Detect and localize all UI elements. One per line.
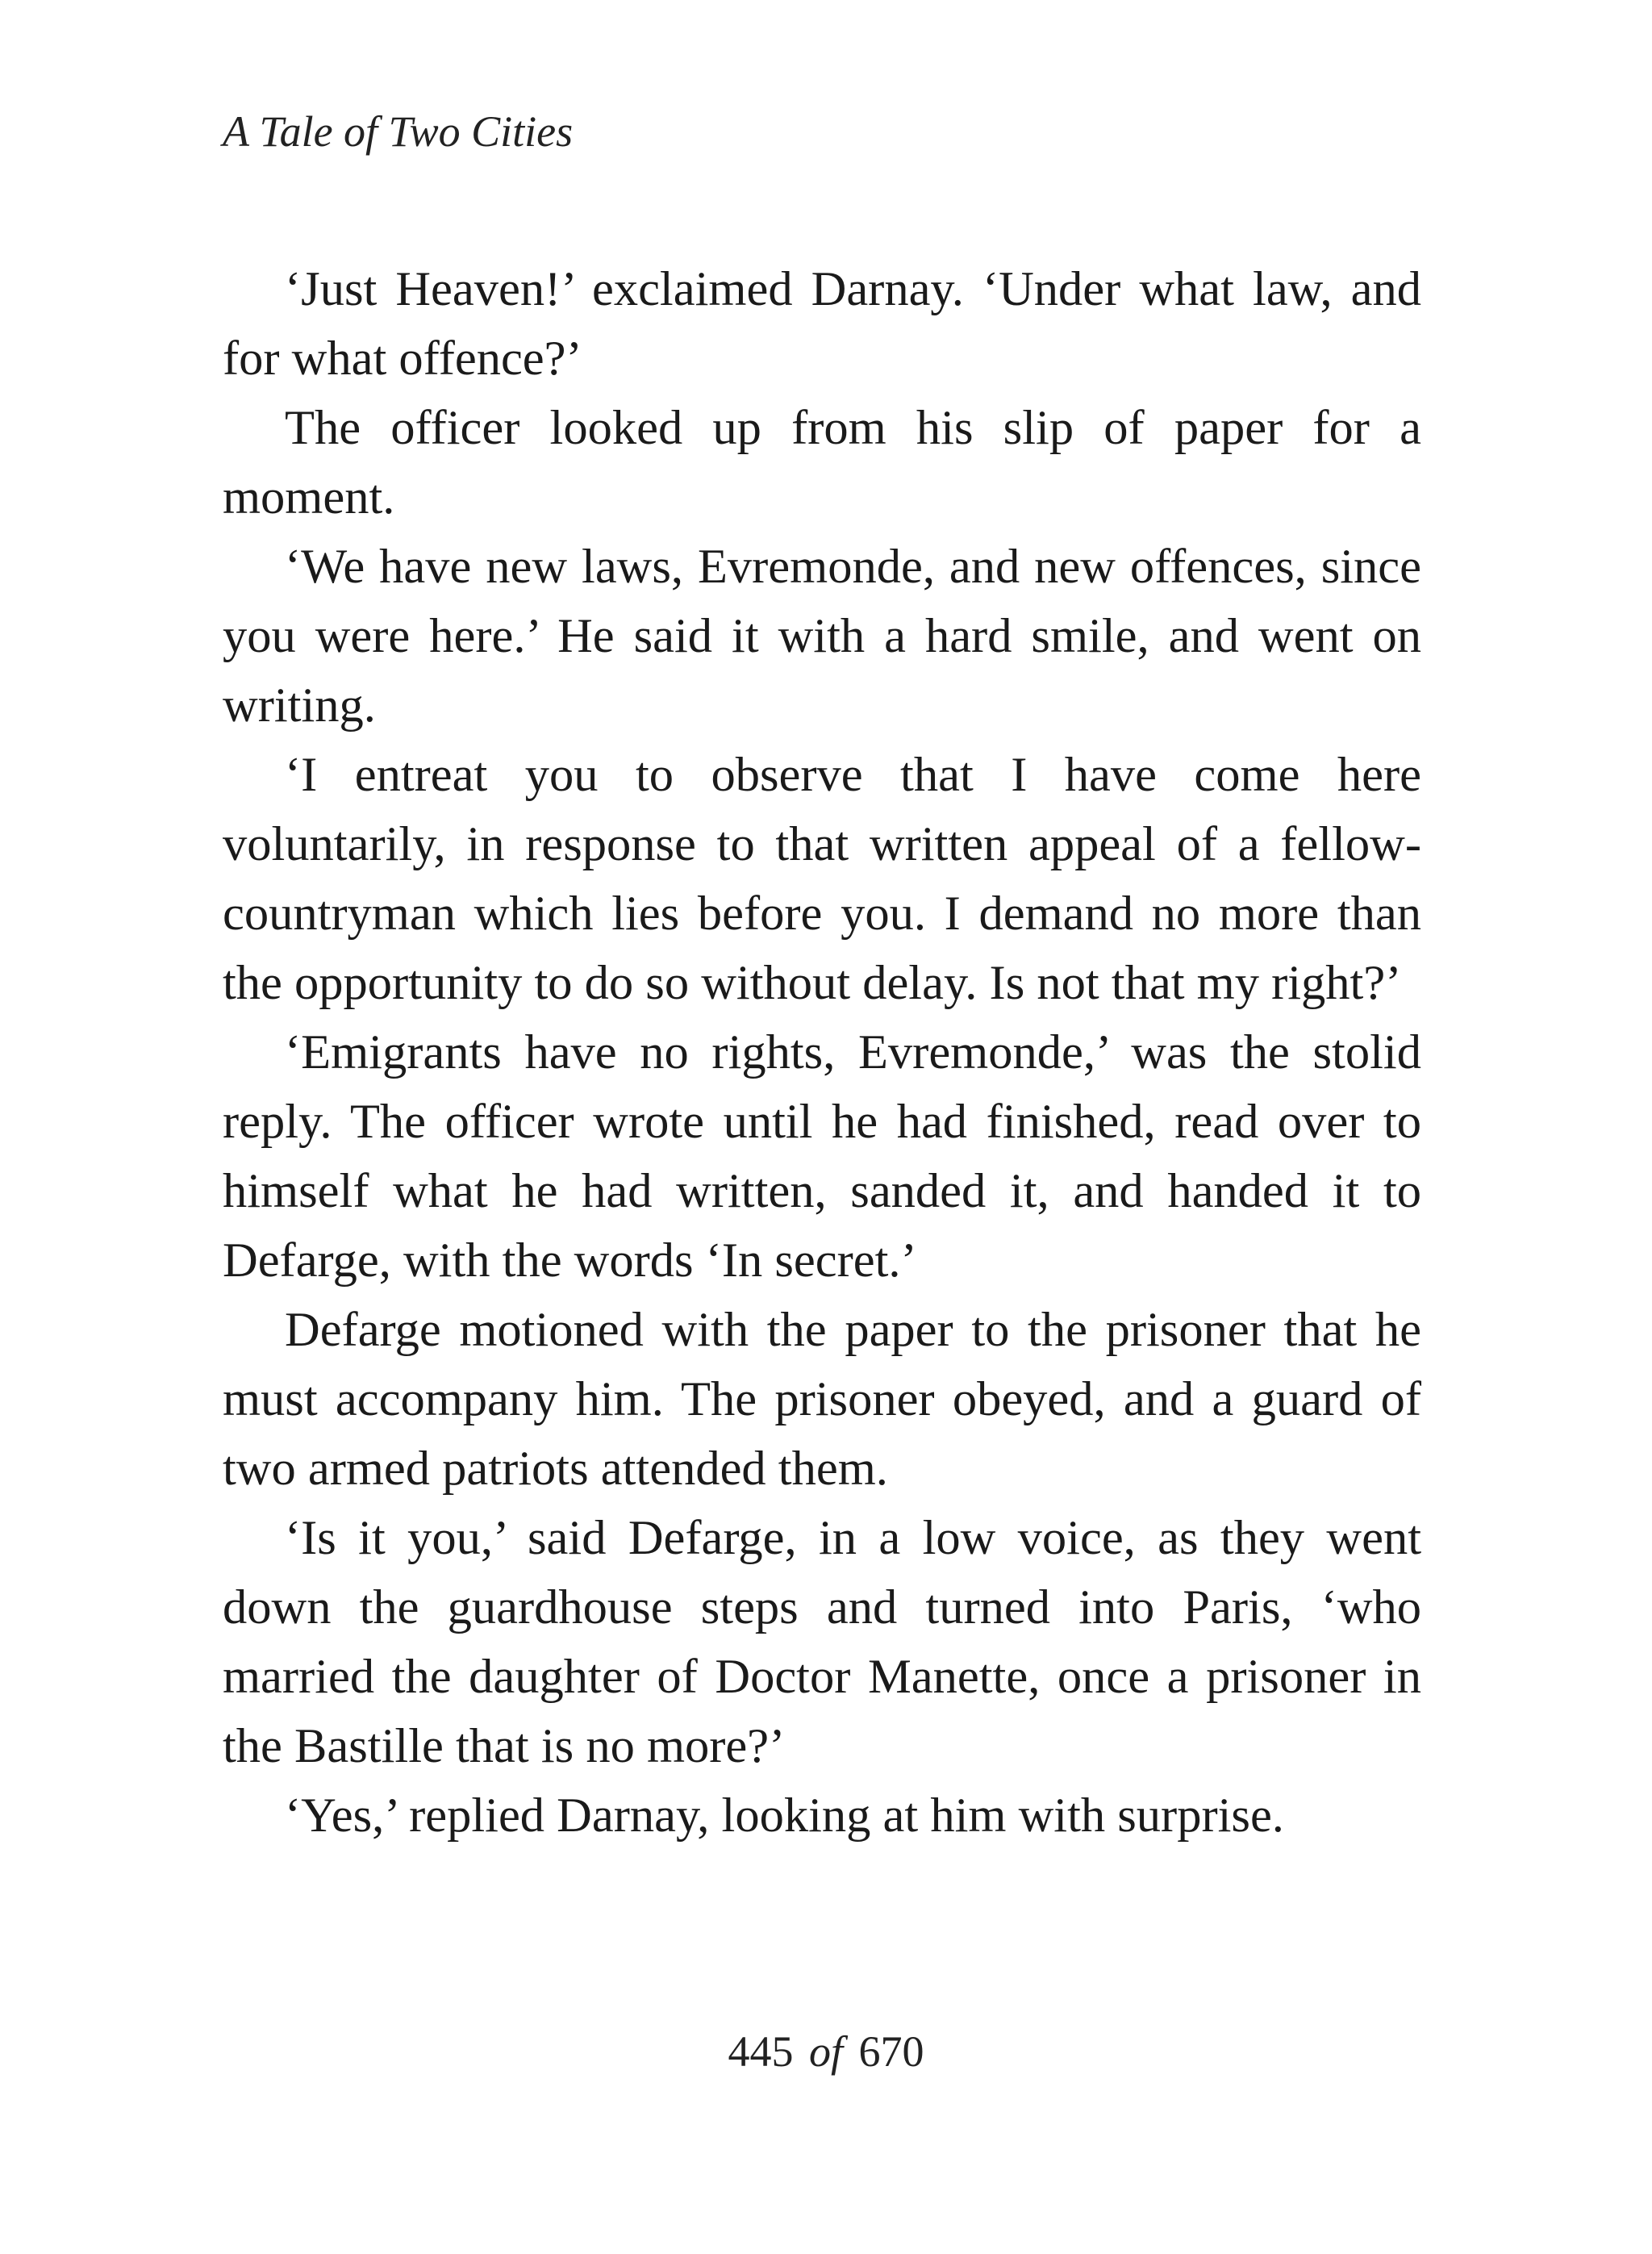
page-number-separator: of [808, 2027, 843, 2076]
page-number-total: 670 [858, 2027, 924, 2076]
body-text [223, 255, 1421, 1851]
paragraph: ‘I entreat you to observe that I have come here voluntarily, in response to that written appeal of a fellow-countryman which lies before you. I demand no more than the opportunity to do so without delay. Is not that my right?’ [223, 748, 1421, 1010]
paragraph: ‘Just Heaven!’ exclaimed Darnay. ‘Under what law, and for what offence?’ [223, 262, 1421, 386]
running-head: A Tale of Two Cities [223, 107, 574, 156]
paragraph: The officer looked up from his slip of paper for a moment. [223, 401, 1421, 524]
paragraph: ‘We have new laws, Evremonde, and new offences, since you were here.’ He said it with a hard smile, and went on writing. [223, 540, 1421, 733]
paragraph: Defarge motioned with the paper to the prisoner that he must accompany him. The prisoner obeyed, and a guard of two armed patriots attended them. [223, 1303, 1421, 1496]
page-number-current: 445 [728, 2027, 794, 2076]
page-number [0, 2023, 1652, 2080]
paragraph: ‘Yes,’ replied Darnay, looking at him with surprise. [285, 1789, 1284, 1843]
paragraph: ‘Emigrants have no rights, Evremonde,’ was the stolid reply. The officer wrote until he had finished, read over to himself what he had written, sanded it, and handed it to Defarge, with the words ‘In secret.’ [223, 1025, 1421, 1288]
paragraph: ‘Is it you,’ said Defarge, in a low voice, as they went down the guardhouse steps and turned into Paris, ‘who married the daughter of Doctor Manette, once a prisoner in the Bastille that is no more?’ [223, 1511, 1421, 1773]
